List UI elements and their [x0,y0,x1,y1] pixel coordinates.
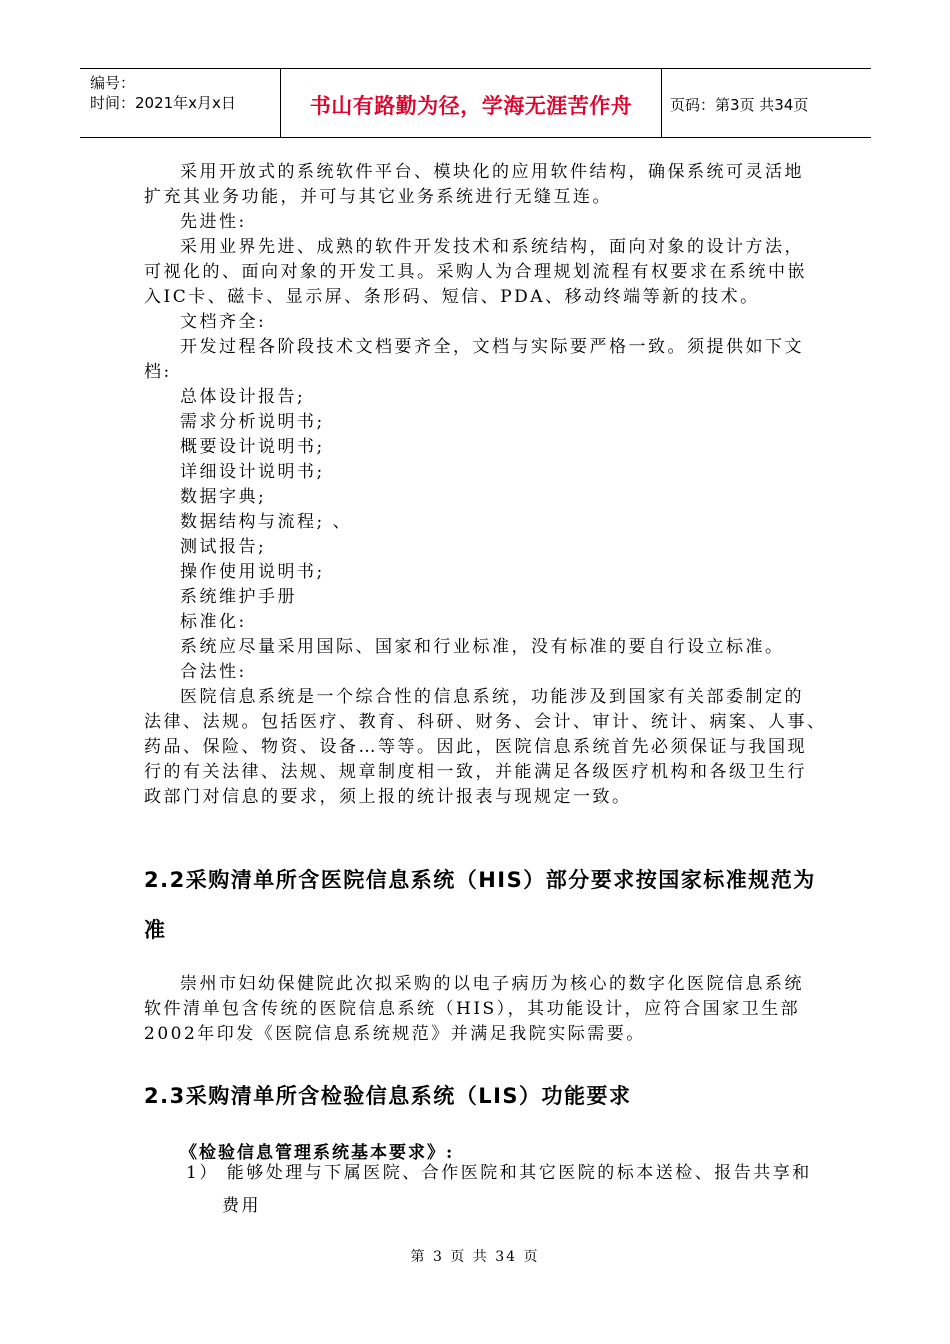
lis-requirements-subheading: 《检验信息管理系统基本要求》: [180,1143,455,1163]
lis-list-item: 1） 能够处理与下属医院、合作医院和其它医院的标本送检、报告共享和 [186,1163,812,1183]
page-footer: 第 3 页 共 34 页 [410,1249,540,1265]
paragraph-line: 扩充其业务功能，并可与其它业务系统进行无缝互连。 [144,187,612,207]
section-2-2-heading-cont: 准 [144,918,167,942]
doc-list-item: 总体设计报告; [180,387,306,407]
document-number: 编号： [90,74,136,92]
header-motto-cell [281,69,662,137]
document-header [80,68,871,138]
paragraph-line: 可视化的、面向对象的开发工具。采购人为合理规划流程有权要求在系统中嵌 [144,262,807,282]
paragraph-line: 开发过程各阶段技术文档要齐全，文档与实际要严格一致。须提供如下文 [180,337,804,357]
paragraph-line: 软件清单包含传统的医院信息系统（HIS），其功能设计，应符合国家卫生部 [144,999,801,1019]
doc-list-item: 系统维护手册 [180,587,297,607]
doc-list-item: 测试报告; [180,537,267,557]
paragraph-line: 系统应尽量采用国际、国家和行业标准，没有标准的要自行设立标准。 [180,637,785,657]
doc-list-item: 需求分析说明书; [180,412,325,432]
standard-heading: 标准化: [180,612,247,632]
legal-heading: 合法性: [180,662,247,682]
paragraph-line: 崇州市妇幼保健院此次拟采购的以电子病历为核心的数字化医院信息系统 [180,974,804,994]
paragraph-line: 政部门对信息的要求，须上报的统计报表与现规定一致。 [144,787,632,807]
document-date: 时间：2021年x月x日 [90,94,236,112]
header-page-info: 页码：第3页 共34页 [670,96,809,114]
paragraph-line: 入IC卡、磁卡、显示屏、条形码、短信、PDA、移动终端等新的技术。 [144,287,760,307]
advanced-heading: 先进性: [180,212,247,232]
doc-list-item: 详细设计说明书; [180,462,325,482]
paragraph-line: 档: [144,362,172,382]
lis-list-item-cont: 费用 [222,1196,261,1216]
paragraph-line: 采用开放式的系统软件平台、模块化的应用软件结构，确保系统可灵活地 [180,162,804,182]
header-meta-cell [80,69,281,137]
doc-list-item: 数据结构与流程; 、 [180,512,353,532]
section-2-2-heading: 2.2采购清单所含医院信息系统（HIS）部分要求按国家标准规范为 [144,868,816,892]
paragraph-line: 医院信息系统是一个综合性的信息系统，功能涉及到国家有关部委制定的 [180,687,804,707]
paragraph-line: 行的有关法律、法规、规章制度相一致，并能满足各级医疗机构和各级卫生行 [144,762,807,782]
section-2-3-heading: 2.3采购清单所含检验信息系统（LIS）功能要求 [144,1084,632,1108]
doc-list-item: 概要设计说明书; [180,437,325,457]
docs-heading: 文档齐全: [180,312,267,332]
paragraph-line: 药品、保险、物资、设备…等等。因此，医院信息系统首先必须保证与我国现 [144,737,807,757]
header-page-cell [662,69,871,137]
paragraph-line: 采用业界先进、成熟的软件开发技术和系统结构，面向对象的设计方法， [180,237,804,257]
doc-list-item: 数据字典; [180,487,267,507]
doc-list-item: 操作使用说明书; [180,562,325,582]
paragraph-line: 法律、法规。包括医疗、教育、科研、财务、会计、审计、统计、病案、人事、 [144,712,827,732]
paragraph-line: 2002年印发《医院信息系统规范》并满足我院实际需要。 [144,1024,646,1044]
header-motto: 书山有路勤为径，学海无涯苦作舟 [309,94,633,118]
